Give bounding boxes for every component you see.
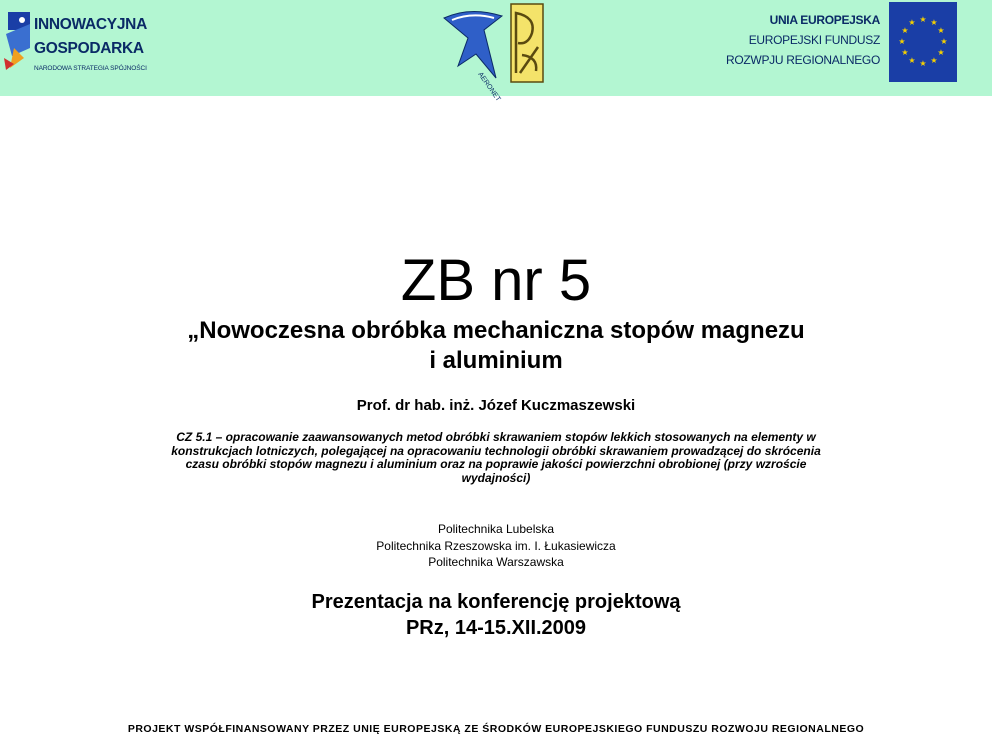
eu-text-block bbox=[726, 10, 880, 70]
svg-text:★: ★ bbox=[919, 59, 927, 68]
politechnika-rzeszowska-logo bbox=[510, 3, 544, 83]
svg-text:★: ★ bbox=[901, 48, 909, 57]
footer-cofinancing-note: PROJEKT WSPÓŁFINANSOWANY PRZEZ UNIĘ EUROPEJSKĄ ZE ŚRODKÓW EUROPEJSKIEGO FUNDUSZU ROZWOJU REGIONALNEGO bbox=[127, 723, 865, 735]
subtitle-line-1: „Nowoczesna obróbka mechaniczna stopów magnezu bbox=[187, 317, 805, 344]
svg-text:★: ★ bbox=[908, 18, 916, 27]
svg-text:★: ★ bbox=[937, 48, 945, 57]
svg-text:★: ★ bbox=[898, 37, 906, 46]
author-name: Prof. dr hab. inż. Józef Kuczmaszewski bbox=[356, 397, 636, 414]
header-bar bbox=[0, 0, 992, 103]
slide-subtitle bbox=[96, 316, 896, 376]
presentation-info bbox=[0, 589, 992, 641]
subtitle-line-2: i aluminium bbox=[429, 347, 563, 374]
presentation-line-1: Prezentacja na konferencję projektową bbox=[311, 591, 681, 613]
svg-text:★: ★ bbox=[901, 26, 909, 35]
gospodarka-text: GOSPODARKA bbox=[34, 40, 144, 57]
svg-text:★: ★ bbox=[930, 18, 938, 27]
aeronet-label: AERONET bbox=[476, 71, 502, 103]
svg-text:★: ★ bbox=[908, 56, 916, 65]
university-rzeszowska: Politechnika Rzeszowska im. I. Łukasiewicza bbox=[376, 538, 616, 553]
svg-text:★: ★ bbox=[930, 56, 938, 65]
innowacyjna-text: INNOWACYJNA bbox=[34, 16, 147, 33]
eu-fund-line: EUROPEJSKI FUNDUSZ bbox=[748, 33, 880, 47]
presentation-line-2: PRz, 14-15.XII.2009 bbox=[405, 617, 587, 639]
university-lubelska: Politechnika Lubelska bbox=[437, 522, 555, 536]
strategia-text: NARODOWA STRATEGIA SPÓJNOŚCI bbox=[34, 65, 147, 72]
innowacyjna-emblem-icon bbox=[4, 8, 32, 70]
universities-list bbox=[0, 521, 992, 571]
eu-regional-line: ROZWPJU REGIONALNEGO bbox=[725, 53, 880, 67]
svg-text:★: ★ bbox=[940, 37, 948, 46]
task-description: CZ 5.1 – opracowanie zaawansowanych metod obróbki skrawaniem stopów lekkich stosowanych na elementy w konstrukcjach lotniczych, polegającej na opracowaniu technologii obróbki skrawaniem prowadzącej do skrócenia czasu obróbki stopów magnezu i aluminium oraz na poprawie jakości powierzchni obrobionej (przy wzroście wydajności) bbox=[171, 430, 821, 485]
aeronet-logo bbox=[440, 4, 506, 103]
svg-text:★: ★ bbox=[937, 26, 945, 35]
university-warszawska: Politechnika Warszawska bbox=[428, 555, 564, 569]
innowacyjna-gospodarka-logo bbox=[4, 8, 154, 78]
eu-flag-icon bbox=[889, 2, 957, 82]
slide-title: ZB nr 5 bbox=[400, 248, 592, 313]
svg-text:★: ★ bbox=[919, 15, 927, 24]
eu-title: UNIA EUROPEJSKA bbox=[769, 13, 880, 27]
